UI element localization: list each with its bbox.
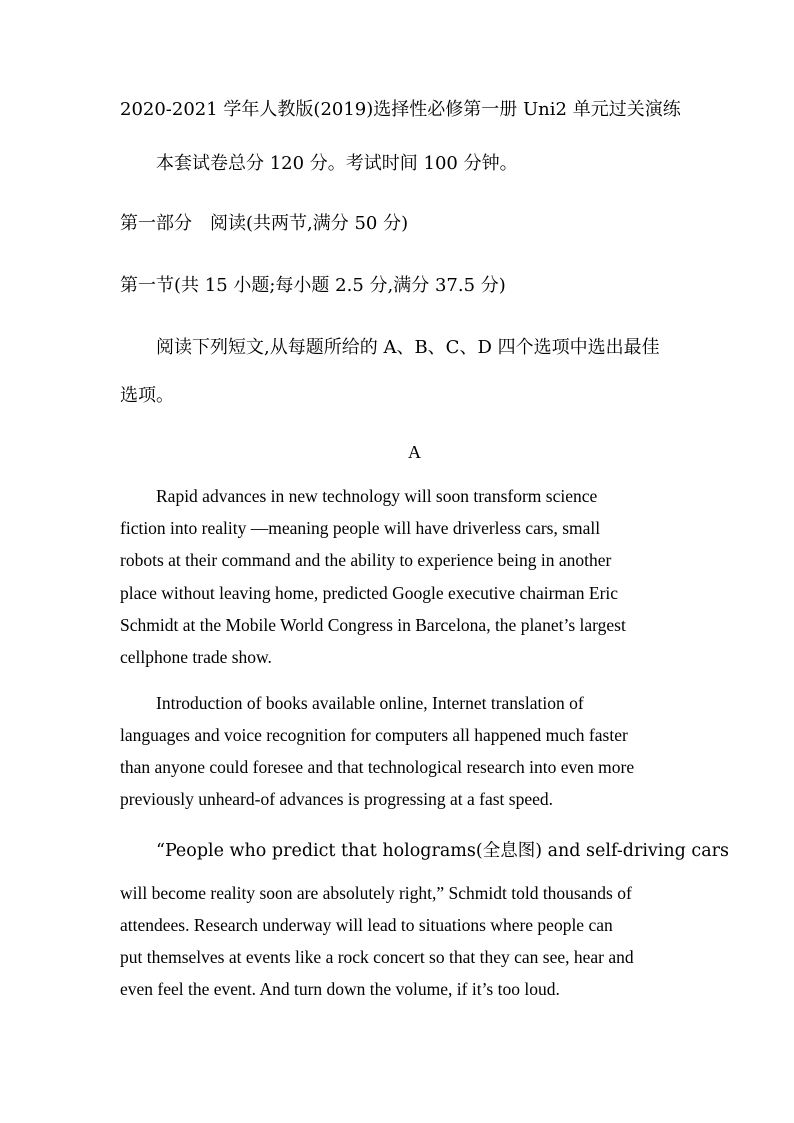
document-title: 2020-2021 学年人教版(2019)选择性必修第一册 Uni2 单元过关演练	[120, 99, 681, 120]
paragraph-line: fiction into reality —meaning people will have driverless cars, small	[120, 518, 601, 538]
exam-info: 本套试卷总分 120 分。考试时间 100 分钟。	[156, 153, 518, 174]
instruction-line-2: 选项。	[120, 385, 174, 406]
paragraph-line: “People who predict that holograms(全息图) and self-driving cars	[156, 841, 730, 861]
part-one-heading: 第一部分 阅读(共两节,满分 50 分)	[120, 213, 409, 234]
paragraph-line: robots at their command and the ability to experience being in another	[120, 550, 612, 570]
paragraph-line: attendees. Research underway will lead to situations where people can	[120, 915, 613, 935]
section-one-heading: 第一节(共 15 小题;每小题 2.5 分,满分 37.5 分)	[120, 275, 506, 296]
paragraph-line: Rapid advances in new technology will soon transform science	[156, 486, 598, 506]
paragraph-line: than anyone could foresee and that technological research into even more	[120, 757, 635, 777]
instruction-line-1: 阅读下列短文,从每题所给的 A、B、C、D 四个选项中选出最佳	[156, 337, 660, 358]
paragraph-line: will become reality soon are absolutely right,” Schmidt told thousands of	[120, 883, 632, 903]
paragraph-line: put themselves at events like a rock concert so that they can see, hear and	[120, 947, 634, 967]
paragraph-line: languages and voice recognition for computers all happened much faster	[120, 725, 628, 745]
paragraph-line: even feel the event. And turn down the volume, if it’s too loud.	[120, 979, 560, 999]
passage-label: A	[408, 442, 421, 462]
paragraph-line: cellphone trade show.	[120, 647, 272, 667]
paragraph-line: Schmidt at the Mobile World Congress in Barcelona, the planet’s largest	[120, 615, 626, 635]
paragraph-line: place without leaving home, predicted Google executive chairman Eric	[120, 583, 619, 603]
paragraph-line: previously unheard-of advances is progressing at a fast speed.	[120, 789, 553, 809]
paragraph-line: Introduction of books available online, Internet translation of	[156, 693, 584, 713]
